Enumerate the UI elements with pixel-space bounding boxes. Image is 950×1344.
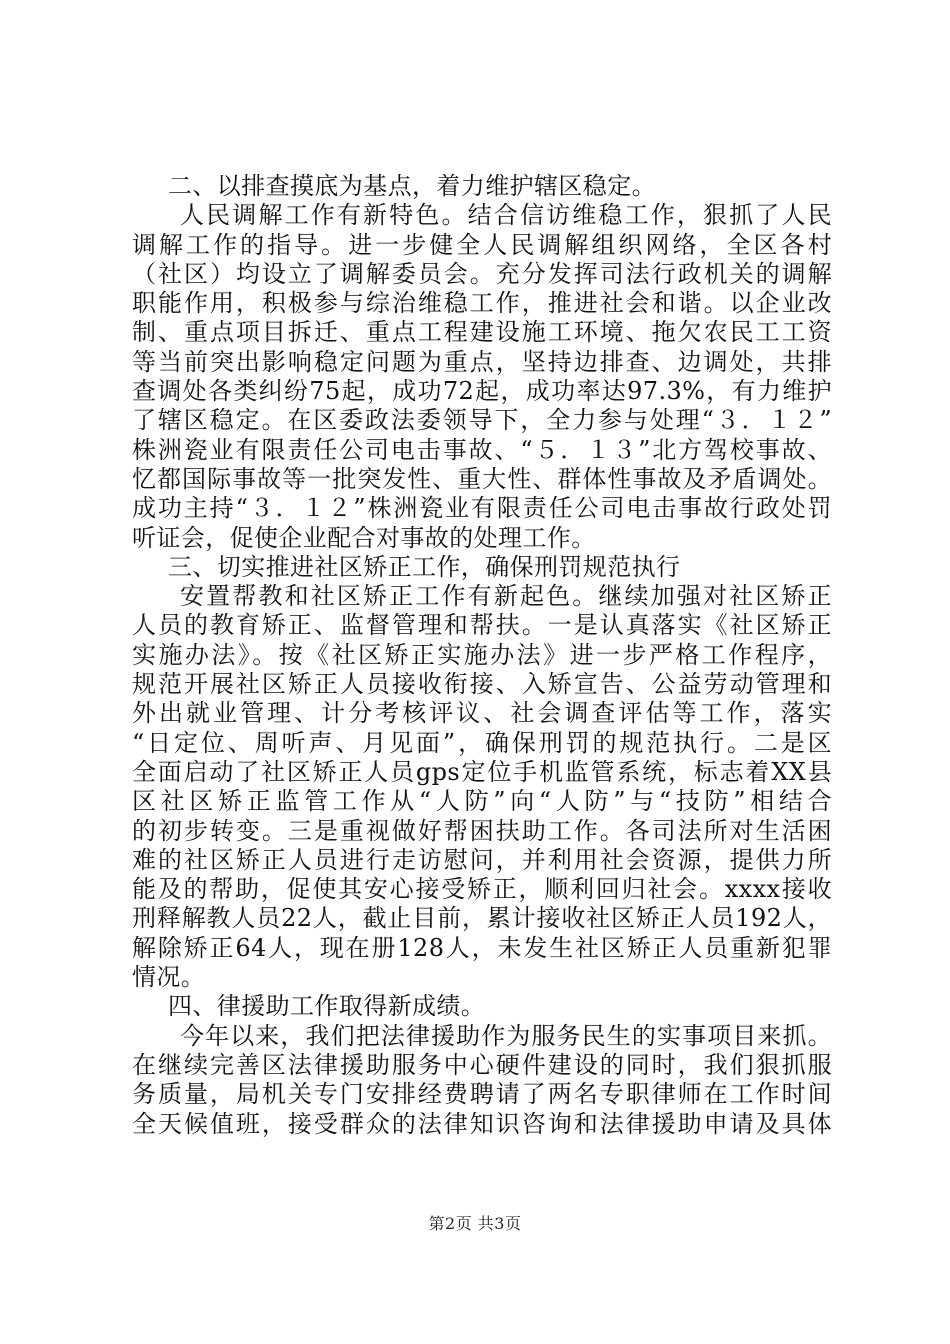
paragraph-line: 成功主持“３．１２”株洲瓷业有限责任公司电击事故行政处罚: [132, 494, 832, 523]
paragraph-line: 能及的帮助，促使其安心接受矫正，顺利回归社会。xxxx接收: [132, 875, 832, 904]
paragraph-line: 全面启动了社区矫正人员gps定位手机监管系统，标志着XX县: [132, 757, 832, 786]
paragraph-line: 了辖区稳定。在区委政法委领导下，全力参与处理“３．１２”: [132, 406, 832, 435]
paragraph-line: 情况。: [132, 963, 206, 992]
paragraph-line: 解除矫正64人，现在册128人，未发生社区矫正人员重新犯罪: [132, 933, 832, 962]
paragraph-line: 实施办法》。按《社区矫正实施办法》进一步严格工作程序，: [132, 640, 832, 669]
paragraph-line: “日定位、周听声、月见面”，确保刑罚的规范执行。二是区: [132, 728, 832, 757]
section-heading: 三、切实推进社区矫正工作，确保刑罚规范执行: [168, 552, 681, 581]
paragraph-line: 务质量，局机关专门安排经费聘请了两名专职律师在工作时间: [132, 1080, 832, 1109]
paragraph-line: 全天候值班，接受群众的法律知识咨询和法律援助申请及具体: [132, 1109, 832, 1138]
paragraph-line: （社区）均设立了调解委员会。充分发挥司法行政机关的调解: [132, 259, 832, 288]
paragraph-line: 刑释解教人员22人，截止目前，累计接收社区矫正人员192人，: [132, 904, 832, 933]
paragraph-line: 今年以来，我们把法律援助作为服务民生的实事项目来抓。: [180, 1021, 832, 1050]
page-number-label: 第2页 共3页: [428, 1214, 522, 1233]
body-text: [132, 172, 832, 1139]
paragraph-line: 查调处各类纠纷75起，成功72起，成功率达97.3%，有力维护: [132, 377, 832, 406]
paragraph-line: 人民调解工作有新特色。结合信访维稳工作，狠抓了人民: [180, 201, 832, 230]
paragraph-line: 等当前突出影响稳定问题为重点，坚持边排查、边调处，共排: [132, 347, 832, 376]
page-footer: [0, 1214, 950, 1234]
paragraph-line: 调解工作的指导。进一步健全人民调解组织网络，全区各村: [132, 230, 832, 259]
paragraph-line: 职能作用，积极参与综治维稳工作，推进社会和谐。以企业改: [132, 289, 832, 318]
section-heading: 四、律援助工作取得新成绩。: [168, 992, 486, 1021]
paragraph-line: 株洲瓷业有限责任公司电击事故、“５．１３”北方驾校事故、: [132, 435, 832, 464]
paragraph-line: 难的社区矫正人员进行走访慰问，并利用社会资源，提供力所: [132, 845, 832, 874]
paragraph-line: 人员的教育矫正、监督管理和帮扶。一是认真落实《社区矫正: [132, 611, 832, 640]
paragraph-line: 制、重点项目拆迁、重点工程建设施工环境、拖欠农民工工资: [132, 318, 832, 347]
section-heading: 二、以排查摸底为基点，着力维护辖区稳定。: [168, 172, 656, 200]
paragraph-line: 规范开展社区矫正人员接收衔接、入矫宣告、公益劳动管理和: [132, 670, 832, 699]
paragraph-line: 的初步转变。三是重视做好帮困扶助工作。各司法所对生活困: [132, 816, 832, 845]
paragraph-line: 在继续完善区法律援助服务中心硬件建设的同时，我们狠抓服: [132, 1050, 832, 1079]
paragraph-line: 外出就业管理、计分考核评议、社会调查评估等工作，落实: [132, 699, 832, 728]
paragraph-line: 忆都国际事故等一批突发性、重大性、群体性事故及矛盾调处。: [132, 464, 832, 493]
paragraph-line: 区社区矫正监管工作从“人防”向“人防”与“技防”相结合: [132, 787, 832, 816]
paragraph-line: 听证会，促使企业配合对事故的处理工作。: [132, 523, 596, 552]
paragraph-line: 安置帮教和社区矫正工作有新起色。继续加强对社区矫正: [180, 582, 832, 611]
